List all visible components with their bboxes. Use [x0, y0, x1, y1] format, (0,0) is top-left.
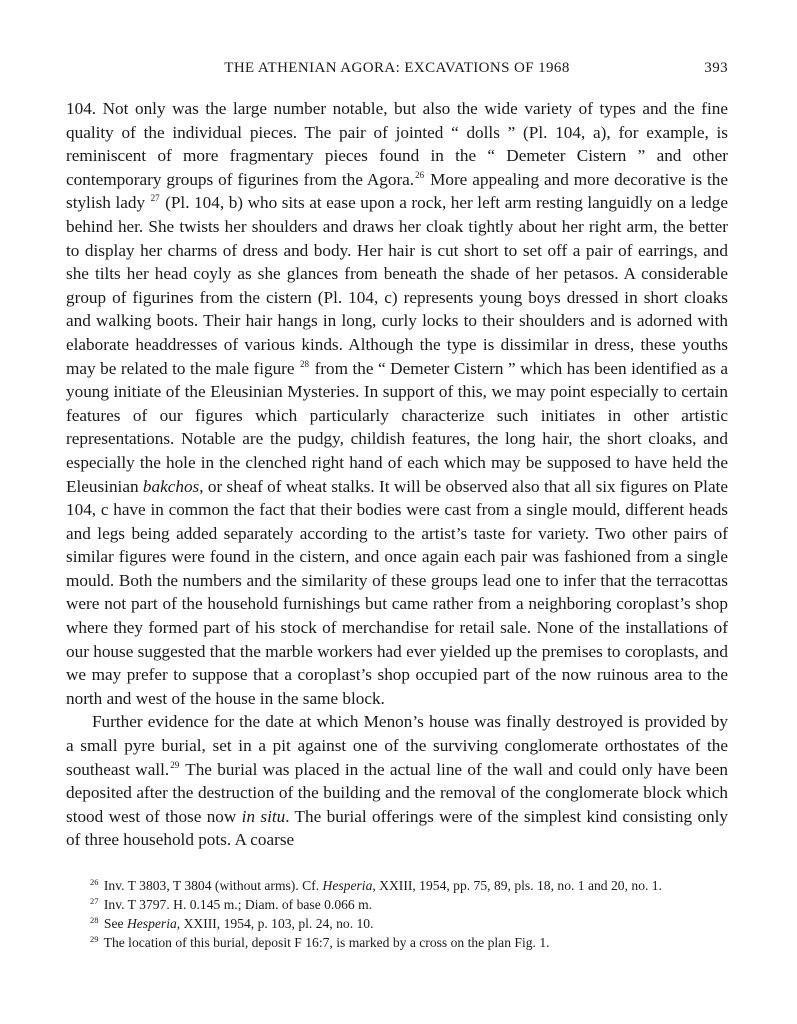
footnote-italic: Hesperia	[126, 916, 177, 931]
footnote-26	[66, 876, 728, 895]
footnote-text: See	[100, 916, 127, 931]
p2-text-1: Further evidence for the date at which Menon’s house was finally destroyed is provided by a small pyre burial, set in a pit against one of the surviving conglomerate orthostates of the southeast wall.	[66, 712, 728, 779]
footnote-text: The location of this burial, deposit F 16:7, is marked by a cross on the plan Fig. 1.	[100, 935, 550, 950]
footnote-text: Inv. T 3803, T 3804 (without arms). Cf.	[100, 878, 323, 893]
p1-text-5: , or sheaf of wheat stalks. It will be observed also that all six figures on Plate 104, c have in common the fact that their bodies were cast from a single mould, different heads and legs being added separately according to the artist’s taste for variety. Two other pairs of similar figures were found in the cistern, and once again each pair was fashioned from a single mould. Both the numbers and the similarity of these groups lead one to infer that the terracottas were not part of the household furnishings but came rather from a neighboring coroplast’s shop where they formed part of his stock of merchandise for retail sale. None of the installations of our house suggested that the marble workers had ever yielded up the premises to coroplasts, and we may prefer to suppose that a coroplast’s shop occupied part of the now ruinous area to the north and west of the house in the same block.	[66, 476, 728, 708]
page-number: 393	[704, 60, 728, 76]
footnote-text: , XXIII, 1954, pp. 75, 89, pls. 18, no. 1 and 20, no. 1.	[372, 878, 662, 893]
p2-italic-in-situ: in situ	[241, 806, 286, 826]
footnote-ref-28[interactable]: 28	[300, 358, 310, 369]
footnote-num: 27	[90, 896, 99, 906]
footnote-28	[66, 914, 728, 933]
paragraph-1	[66, 97, 728, 710]
footnote-ref-29[interactable]: 29	[170, 759, 180, 770]
footnote-ref-26[interactable]: 26	[415, 169, 425, 180]
p1-text-3: (Pl. 104, b) who sits at ease upon a rock, her left arm resting languidly on a ledge behind her. She twists her shoulders and draws her cloak tightly about her right arm, the better to display her charms of dress and body. Her hair is cut short to set off a pair of earrings, and she tilts her head coyly as she glances from beneath the shade of her petasos. A considerable group of figurines from the cistern (Pl. 104, c) represents young boys dressed in short cloaks and walking boots. Their hair hangs in long, curly locks to their shoulders and is adorned with elaborate headdresses of various kinds. Although the type is dissimilar in dress, these youths may be related to the male figure	[66, 193, 728, 378]
footnote-27	[66, 895, 728, 914]
footnotes	[66, 876, 728, 952]
p1-text-1: 104. Not only was the large number notable, but also the wide variety of types and the fine quality of the individual pieces. The pair of jointed “ dolls ” (Pl. 104, a), for example, is reminiscent of more fragmentary pieces found in the “ Demeter Cistern ” and other contemporary groups of figurines from the Agora.	[66, 99, 728, 189]
paragraph-2	[66, 710, 728, 852]
body-text	[66, 97, 728, 852]
p1-text-4: from the “ Demeter Cistern ” which has been identified as a young initiate of the Eleusinian Mysteries. In support of this, we may point especially to certain features of our figures which particularly characterize such initiates in other artistic representations. Notable are the pudgy, childish features, the long hair, the short cloaks, and especially the hole in the clenched right hand of each which may be supposed to have held the Eleusinian	[66, 358, 728, 496]
footnote-text: , XXIII, 1954, p. 103, pl. 24, no. 10.	[176, 916, 374, 931]
p2-text-3: . The burial offerings were of the simplest kind consisting only of three household pots. A coarse	[66, 806, 728, 850]
footnote-29	[66, 933, 728, 952]
p1-italic-bakchos: bakchos	[142, 476, 200, 496]
footnote-text: Inv. T 3797. H. 0.145 m.; Diam. of base 0.066 m.	[100, 897, 373, 912]
running-title: THE ATHENIAN AGORA: EXCAVATIONS OF 1968	[224, 60, 570, 76]
footnote-num: 28	[90, 915, 99, 925]
footnote-num: 29	[90, 934, 99, 944]
footnote-italic: Hesperia	[322, 878, 373, 893]
footnote-num: 26	[90, 877, 99, 887]
p1-text-2: More appealing and more decorative is the stylish lady	[66, 169, 729, 213]
footnote-ref-27[interactable]: 27	[150, 193, 160, 204]
running-header	[66, 60, 728, 82]
p2-text-2: The burial was placed in the actual line of the wall and could only have been deposited after the destruction of the building and the removal of the conglomerate block which stood west of those now	[66, 759, 728, 826]
